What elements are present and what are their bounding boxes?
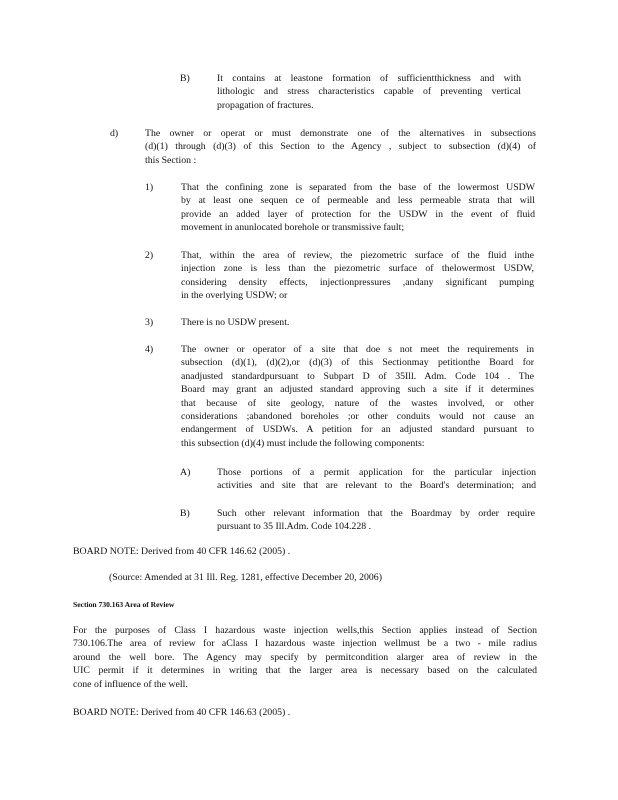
item-label-d: d) [110, 128, 119, 139]
text-line: (Source: Amended at 31 Ill. Reg. 1281, effective December 20, 2006) [109, 572, 382, 583]
board-note-1 [73, 545, 290, 558]
text-line: 730.106.The area of review for aClass I hazardous waste injection wellmust be a two - mile radius [73, 638, 537, 650]
text-line: For the purposes of Class I hazardous waste injection wells,this Section applies instead of Section [73, 625, 537, 636]
item-text-2 [181, 249, 534, 303]
text-line: considering density effects, injectionpressures ,andany significant pumping [181, 276, 534, 288]
item-label-b-bottom: B) [180, 508, 190, 519]
text-line: The owner or operator of a site that doe s not meet the requirements in [181, 344, 534, 355]
text-line: pursuant to 35 Ill.Adm. Code 104.228 . [217, 521, 372, 533]
item-text-3 [181, 316, 289, 329]
section-paragraph [73, 624, 537, 691]
text-line: That the confining zone is separated from the base of the lowermost USDW [181, 182, 535, 193]
text-line: activities and site that are relevant to the Board's determination; and [217, 480, 536, 492]
text-line: propagation of fractures. [217, 99, 314, 111]
text-line: subsection (d)(1), (d)(2),or (d)(3) of this Sectionmay petitionthe Board for [181, 357, 534, 369]
text-line: this Section : [145, 154, 197, 166]
text-line: cone of influence of the well. [73, 678, 188, 690]
item-label-1: 1) [145, 182, 154, 193]
text-line: That, within the area of review, the piezometric surface of the fluid inthe [181, 250, 534, 261]
text-line: provide an added layer of protection for the USDW in the event of fluid [181, 208, 535, 220]
text-line: by at least one sequen ce of permeable and less permeable strata that will [181, 195, 535, 207]
text-line: There is no USDW present. [181, 317, 290, 328]
text-line: that because of site geology, nature of the wastes involved, or other [181, 397, 534, 409]
item-label-a: A) [180, 467, 191, 478]
text-line: this subsection (d)(4) must include the following components: [181, 437, 425, 449]
item-text-b-top [217, 72, 521, 112]
text-line: UIC permit if it determines in writing that the larger area is necessary based on the calculated [73, 665, 537, 677]
section-heading: Section 730.163 Area of Review [73, 600, 175, 609]
item-text-d [145, 127, 536, 167]
text-line: movement in anunlocated borehole or transmissive fault; [181, 222, 405, 234]
text-line: Such other relevant information that the Boardmay by order require [217, 508, 535, 519]
text-line: BOARD NOTE: Derived from 40 CFR 146.62 (2005) . [73, 546, 291, 557]
item-text-1 [181, 181, 535, 235]
text-line: considerations ;abandoned boreholes ;or other conduits would not cause an [181, 411, 534, 423]
item-label-b-top: B) [180, 73, 190, 84]
text-line: BOARD NOTE: Derived from 40 CFR 146.63 (2005) . [73, 707, 291, 718]
text-line: The owner or operat or must demonstrate one of the alternatives in subsections [145, 128, 536, 139]
text-line: in the overlying USDW; or [181, 290, 288, 302]
item-label-3: 3) [145, 317, 154, 328]
text-line: anadjusted standardpursuant to Subpart D of 35Ill. Adm. Code 104 . The [181, 370, 534, 382]
item-label-2: 2) [145, 250, 154, 261]
item-text-a [217, 466, 536, 493]
item-text-4 [181, 343, 534, 450]
text-line: (d)(1) through (d)(3) of this Section to the Agency , subject to subsection (d)(4) of [145, 141, 536, 153]
source-note [109, 571, 382, 584]
text-line: Those portions of a permit application for the particular injection [217, 467, 536, 478]
text-line: It contains at leastone formation of sufficientthickness and with [217, 73, 521, 84]
text-line: Board may grant an adjusted standard approving such a site if it determines [181, 384, 534, 396]
text-line: lithologic and stress characteristics capable of preventing vertical [217, 86, 521, 98]
text-line: around the well bore. The Agency may specify by permitcondition alarger area of review in the [73, 651, 537, 663]
item-label-4: 4) [145, 344, 154, 355]
board-note-2 [73, 706, 290, 719]
text-line: injection zone is less than the piezometric surface of thelowermost USDW, [181, 263, 534, 275]
text-line: endangerment of USDWs. A petition for an adjusted standard pursuant to [181, 424, 534, 436]
item-text-b-bottom [217, 507, 535, 534]
